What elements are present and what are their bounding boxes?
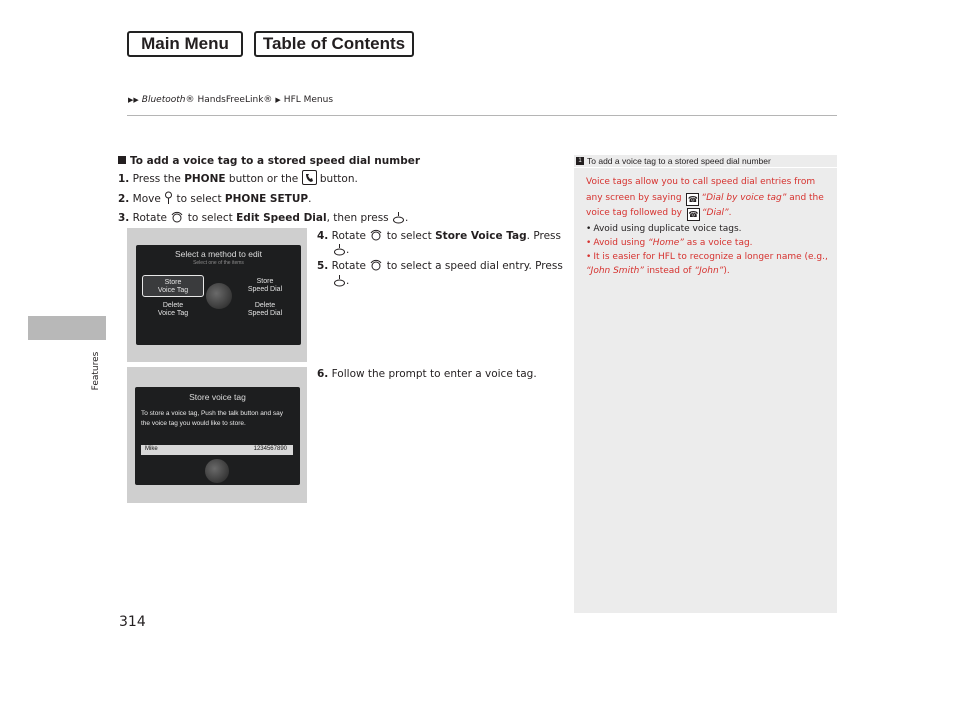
interface-dial-rotate-icon <box>369 228 383 242</box>
notes-bullet-duplicate: • Avoid using duplicate voice tags. <box>586 222 834 236</box>
notes-intro: Voice tags allow you to call speed dial entries from any screen by saying ☎ “Dial by voice tag” and the voice tag followed by ☎ “Dial”. <box>586 177 824 219</box>
interface-dial-press-icon <box>333 243 346 256</box>
breadcrumb-registered: ® <box>185 95 195 105</box>
notes-bullet-longer-name: • It is easier for HFL to recognize a longer name (e.g., “John Smith” instead of “John”). <box>586 250 834 278</box>
section-tab <box>28 316 106 340</box>
page-number: 314 <box>119 614 146 630</box>
notes-sidebar <box>574 155 837 613</box>
lcd-display: Store voice tag To store a voice tag, Push the talk button and say the voice tag you would like to store. Mike 1234567890 <box>135 387 300 485</box>
step-4: 4. Rotate to select Store Voice Tag. Press <box>317 230 561 242</box>
breadcrumb-hfl-menus: HFL Menus <box>283 95 334 105</box>
option-store-speed-dial: Store Speed Dial <box>247 278 283 293</box>
breadcrumb <box>128 95 333 105</box>
option-delete-speed-dial: Delete Speed Dial <box>247 302 283 317</box>
option-delete-voice-tag: Delete Voice Tag <box>157 302 189 317</box>
notes-bullet-home: • Avoid using “Home” as a voice tag. <box>586 236 834 250</box>
step-6: 6. Follow the prompt to enter a voice tag. <box>317 368 537 380</box>
table-of-contents-button[interactable]: Table of Contents <box>254 31 414 57</box>
knob-icon <box>206 283 232 309</box>
talk-button-icon: ☎ <box>687 194 698 204</box>
step-4-continued: . <box>333 242 349 258</box>
screen-store-voice-tag <box>127 367 307 503</box>
breadcrumb-handsfreelink: HandsFreeLink® <box>197 95 273 105</box>
header-divider <box>127 115 837 116</box>
option-store-voice-tag: Store Voice Tag <box>142 275 204 297</box>
step-2: 2. Move to select PHONE SETUP. <box>118 193 312 205</box>
notes-body <box>586 175 834 278</box>
section-label: Features <box>91 351 101 391</box>
heading-square-icon <box>118 156 126 164</box>
step-5: 5. Rotate to select a speed dial entry. Press <box>317 260 563 272</box>
talk-button-icon: ☎ <box>688 210 699 219</box>
main-menu-button[interactable]: Main Menu <box>127 31 243 57</box>
breadcrumb-arrow-icon: ▶ <box>275 96 281 104</box>
speed-dial-entry: Mike 1234567890 <box>141 445 293 455</box>
interface-dial-rotate-icon <box>170 210 184 224</box>
step-3: 3. Rotate to select Edit Speed Dial, then press . <box>118 212 409 224</box>
step-5-continued: . <box>333 273 349 289</box>
knob-icon <box>205 459 229 483</box>
notes-divider <box>574 167 837 168</box>
interface-dial-press-icon <box>333 274 346 287</box>
screen-select-method <box>127 228 307 362</box>
section-heading: To add a voice tag to a stored speed dial number <box>118 155 420 167</box>
breadcrumb-bluetooth: Bluetooth <box>141 95 186 105</box>
voice-tag-instructions: To store a voice tag, Push the talk button and say the voice tag you would like to store. <box>141 410 284 427</box>
step-1: 1. Press the PHONE button or the button. <box>118 170 358 187</box>
interface-dial-rotate-icon <box>369 258 383 272</box>
interface-dial-press-icon <box>392 211 405 224</box>
phone-talk-icon <box>302 170 317 185</box>
note-marker-icon: 1 <box>576 157 584 165</box>
notes-title: 1 To add a voice tag to a stored speed dial number <box>574 155 837 167</box>
lcd-display: Select a method to edit Select one of the items Store Voice Tag Store Speed Dial Delete Voice Tag Delete Speed Dial <box>136 245 301 345</box>
breadcrumb-arrow-icon: ▶▶ <box>128 96 139 104</box>
interface-dial-move-icon <box>164 191 173 205</box>
